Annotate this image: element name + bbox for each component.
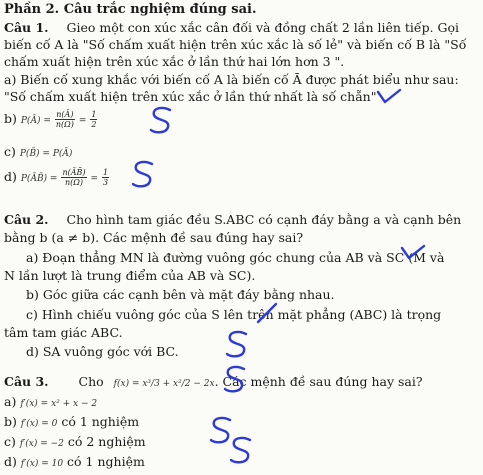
q1-d-result <box>102 168 109 187</box>
q2-a: a) Đoạn thẳng MN là đường vuông góc chung của AB và SC (M và <box>26 250 445 265</box>
q2-c-2: tâm tam giác ABC. <box>4 325 123 340</box>
q3-d-line <box>4 454 145 472</box>
q1-b-fraction <box>55 110 75 129</box>
q3-b-line <box>4 414 139 432</box>
q1-d-label: d) <box>4 169 17 184</box>
q1-b-label: b) <box>4 111 17 126</box>
q1-line-1 <box>4 20 459 36</box>
q1-b-result <box>90 110 97 129</box>
q1-a-text-1: a) Biến cố xung khắc với biến cố A là biến cố Ā được phát biểu như sau: <box>4 72 459 87</box>
s-mark-q3 <box>222 365 248 399</box>
q1-b-math: P(Ā) = <box>20 116 51 126</box>
q2-text-2: bằng b (a ≠ b). Các mệnh đề sau đúng hay sai? <box>4 230 304 245</box>
q2-b: b) Góc giữa các cạnh bên và mặt đáy bằng nhau. <box>26 287 335 302</box>
q3-d-label: d) <box>4 454 17 469</box>
q3-c-label: c) <box>4 434 16 449</box>
q3-function: f(x) = x³/3 + x²/2 − 2x <box>113 379 215 389</box>
q3-cho: Cho <box>78 374 104 389</box>
q1-d-rden: 3 <box>103 178 109 187</box>
q1-c-label: c) <box>4 144 16 159</box>
q1-a-text-2: "Số chấm xuất hiện trên xúc xắc ở lần thứ nhất là số chẵn" <box>4 89 377 104</box>
q1-b-frac-den: n(Ω) <box>55 120 74 129</box>
q2-label: Câu 2. <box>4 212 49 227</box>
q1-b-line <box>4 110 97 129</box>
q1-d-math: P(ĀB̄) = <box>20 174 58 184</box>
q3-text: . Các mệnh đề sau đúng hay sai? <box>214 374 423 389</box>
q1-d-frac-num: n(ĀB̄) <box>62 168 86 177</box>
s-mark-q3c <box>228 436 254 470</box>
q2-c: c) Hình chiếu vuông góc của S lên trên mặt phẳng (ABC) là trọng <box>26 307 442 322</box>
q1-c-math: P(B̄) = P(Ā) <box>19 149 73 159</box>
q3-c-text: có 2 nghiệm <box>67 434 146 449</box>
q3-line-1 <box>4 374 423 392</box>
q1-b-rnum: 1 <box>91 110 97 119</box>
q1-b-frac-num: n(Ā) <box>56 110 74 119</box>
s-mark-q2d <box>224 330 250 364</box>
q3-d-math: f′(x) = 10 <box>20 459 64 469</box>
s-mark-q1d <box>130 160 156 194</box>
q2-text-1: Cho hình tam giác đều S.ABC có cạnh đáy bằng a và cạnh bên <box>66 212 462 227</box>
q2-line-1 <box>4 212 461 228</box>
q1-d-line <box>4 168 109 187</box>
slash-mark-q2c <box>256 302 280 328</box>
q1-text-1: Gieo một con xúc xắc cân đối và đồng chất 2 lần liên tiếp. Gọi <box>66 20 460 35</box>
q2-a-2: N lần lượt là trung điểm của AB và SC). <box>4 268 256 283</box>
q1-d-eq: = <box>90 174 99 184</box>
q1-text-2: biến cố A là "Số chấm xuất hiện trên xúc xắc là số lẻ" và biến cố B là "Số <box>4 37 467 52</box>
section-heading: Phần 2. Câu trắc nghiệm đúng sai. <box>4 2 257 17</box>
q3-a-line <box>4 394 97 412</box>
q1-b-eq: = <box>78 116 87 126</box>
q1-d-rnum: 1 <box>103 168 109 177</box>
q1-b-rden: 2 <box>91 120 97 129</box>
q3-c-line <box>4 434 146 452</box>
q3-a-math: f′(x) = x² + x − 2 <box>20 399 98 409</box>
s-mark-q1b <box>148 106 174 140</box>
q3-b-label: b) <box>4 414 17 429</box>
q1-c-line <box>4 144 72 162</box>
q3-d-text: có 1 nghiệm <box>67 454 145 469</box>
q1-text-3: chấm xuất hiện trên xúc xắc ở lần thứ hai lớn hơn 3 ". <box>4 54 345 69</box>
q3-label: Câu 3. <box>4 374 49 389</box>
q1-d-frac-den: n(Ω) <box>64 178 83 187</box>
q3-b-text: có 1 nghiệm <box>61 414 140 429</box>
q3-b-math: f′(x) = 0 <box>20 419 58 429</box>
check-mark-q1a <box>376 88 402 108</box>
check-mark-q2a <box>400 244 426 264</box>
q2-d: d) SA vuông góc với BC. <box>26 344 179 359</box>
q1-label: Câu 1. <box>4 20 49 35</box>
q1-d-fraction <box>61 168 86 187</box>
q3-c-math: f′(x) = −2 <box>19 439 64 449</box>
q3-a-label: a) <box>4 394 17 409</box>
